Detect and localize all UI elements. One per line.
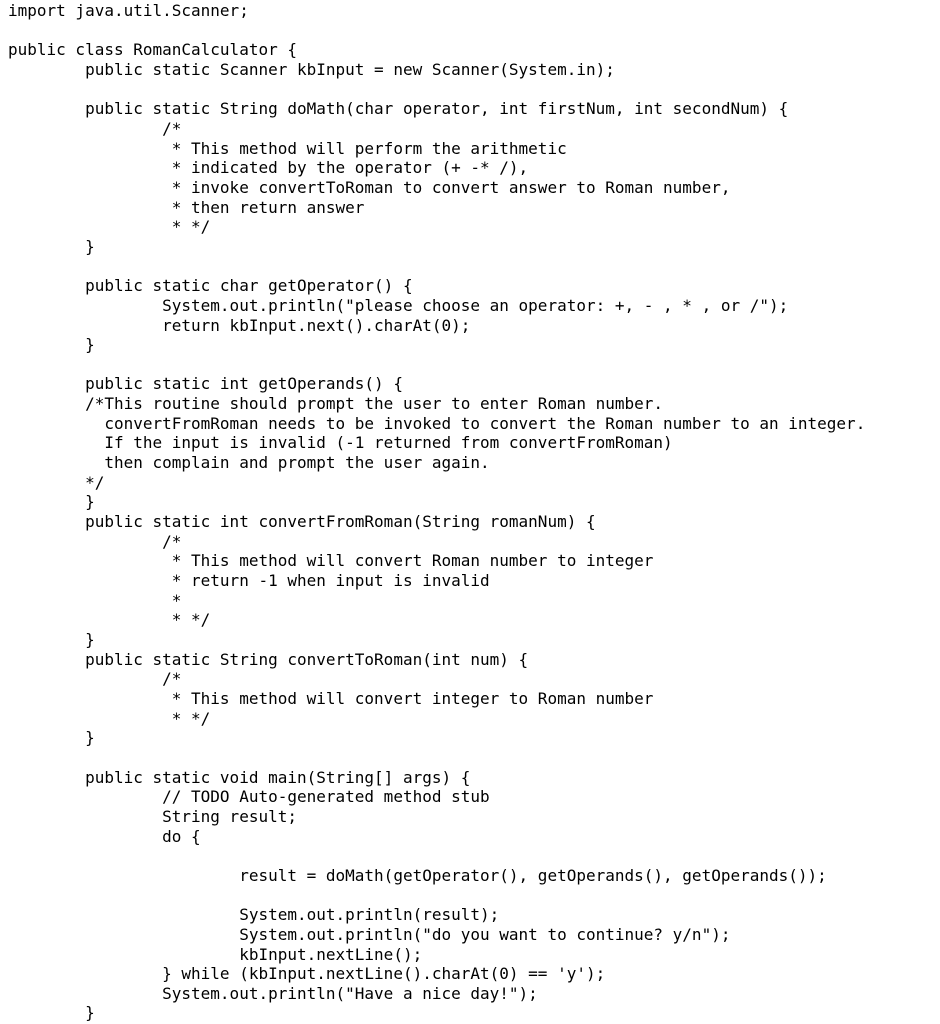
code-line: * indicated by the operator (+ -* /),: [8, 158, 529, 178]
code-line: * */: [8, 217, 211, 237]
code-line: * This method will perform the arithmetic: [8, 138, 567, 158]
code-line: *: [8, 590, 182, 610]
code-line: * then return answer: [8, 197, 365, 217]
code-line: [8, 21, 938, 41]
code-line: /*This routine should prompt the user to enter Roman number.: [8, 394, 664, 414]
code-line: } while (kbInput.nextLine().charAt(0) == 'y');: [8, 964, 606, 984]
code-line: /*: [8, 531, 182, 551]
code-line: [8, 355, 938, 375]
code-line: return kbInput.next().charAt(0);: [8, 315, 471, 335]
code-line: * This method will convert Roman number to integer: [8, 551, 654, 571]
code-line: }: [8, 1003, 95, 1023]
code-line: * */: [8, 708, 211, 728]
code-line: String result;: [8, 806, 297, 826]
code-line: do {: [8, 826, 201, 846]
code-line: If the input is invalid (-1 returned from convertFromRoman): [8, 433, 673, 453]
code-line: * This method will convert integer to Roman number: [8, 688, 654, 708]
code-line: public static int getOperands() {: [8, 374, 403, 394]
code-line: System.out.println(result);: [8, 905, 500, 925]
code-line: [8, 886, 938, 906]
code-line: }: [8, 728, 95, 748]
code-line: [8, 257, 938, 277]
code-line: System.out.println("do you want to continue? y/n");: [8, 924, 731, 944]
code-line: public static String doMath(char operator, int firstNum, int secondNum) {: [8, 99, 789, 119]
code-line: }: [8, 335, 95, 355]
code-line: then complain and prompt the user again.: [8, 453, 490, 473]
code-line: * return -1 when input is invalid: [8, 571, 490, 591]
code-line: public static Scanner kbInput = new Scanner(System.in);: [8, 59, 615, 79]
code-line: }: [8, 236, 95, 256]
code-line: System.out.println("Have a nice day!");: [8, 983, 538, 1003]
code-line: [8, 80, 938, 100]
code-line: [8, 846, 938, 866]
code-line: }: [8, 492, 95, 512]
code-line: System.out.println("please choose an operator: +, - , * , or /");: [8, 295, 789, 315]
code-line: * invoke convertToRoman to convert answer to Roman number,: [8, 177, 731, 197]
code-line: kbInput.nextLine();: [8, 944, 423, 964]
code-line: [8, 748, 938, 768]
code-line: public static char getOperator() {: [8, 276, 413, 296]
code-line: /*: [8, 669, 182, 689]
code-line: result = doMath(getOperator(), getOperands(), getOperands());: [8, 865, 827, 885]
code-line: public static String convertToRoman(int num) {: [8, 649, 529, 669]
code-line: import java.util.Scanner;: [8, 1, 249, 20]
code-line: }: [8, 630, 95, 649]
code-line: // TODO Auto-generated method stub: [8, 787, 490, 807]
code-line: public class RomanCalculator {: [8, 40, 297, 60]
code-line: convertFromRoman needs to be invoked to convert the Roman number to an integer.: [8, 413, 866, 433]
code-line: public static void main(String[] args) {: [8, 767, 471, 787]
code-line: * */: [8, 610, 211, 630]
code-line: /*: [8, 118, 182, 138]
code-line: public static int convertFromRoman(String romanNum) {: [8, 512, 596, 532]
code-listing: [8, 1, 938, 1024]
code-line: */: [8, 472, 105, 492]
